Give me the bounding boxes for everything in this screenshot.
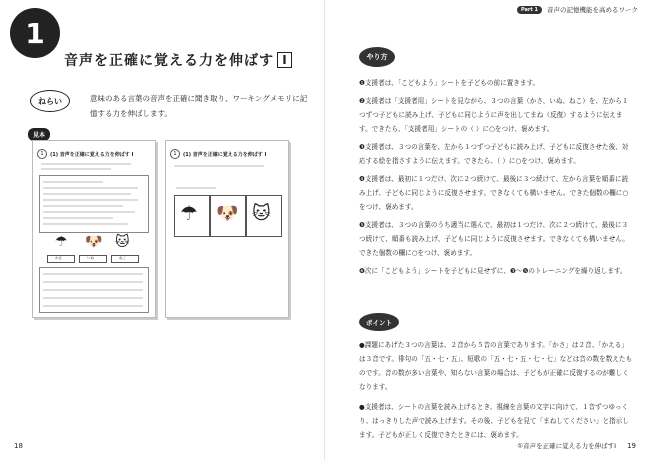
unit-title-row <box>64 50 292 70</box>
step-5: ❺支援者は、３つの言葉のうち適当に選んで、最初は１つだけ、次に２つ続けて、最後に３つ続けて、順番も読み上げ、子どもに同じように反復させます。できなくても構いません。できた個数の欄に○をつけ、褒めます。 <box>359 221 629 257</box>
title-roman-box: I <box>277 52 292 68</box>
mini-unit-number-b: 1 <box>170 149 180 159</box>
point-badge: ポイント <box>359 313 399 331</box>
sample-sheet-child <box>165 140 289 318</box>
aim-badge: ねらい <box>30 90 70 112</box>
section-header <box>517 5 638 14</box>
point-2: ●支援者は、シートの言葉を読み上げるとき、視線を言葉の文字に向けて、１音ずつゆっくり、はっきりした声で読み上げます。その後、子どもを見て「まねしてください」と指示します。子どもが正しく反復できたときには、褒めます。 <box>359 403 629 439</box>
part-badge: Part 1 <box>517 6 542 14</box>
step-3: ❸支援者は、３つの言葉を、左から１つずつ子どもに読み上げ、子どもに反復させた後、対応する絵を指さすように伝えます。できたら、（ ）に○をつけ、褒めます。 <box>359 143 629 165</box>
mini-answer-1: かさ <box>55 256 62 260</box>
sample-tag: 見本 <box>28 128 50 141</box>
aim-text: 意味のある言葉の音声を正確に聞き取り、ワーキングメモリに記憶する力を伸ばします。 <box>90 94 308 118</box>
page-number-right: 19 <box>627 442 636 450</box>
section-title: 音声の記憶機能を高めるワーク <box>547 6 638 14</box>
point-1: ●課題にあげた３つの言葉は、２音から５音の言葉であります。「かさ」は２音、「かえる」は３音です。俳句の「五・七・五」、短歌の「五・七・五・七・七」などは音の数を数えたものです。音の数が多い言葉や、知らない言葉の場合は、子どもが正確に反復するのが難しくなります。 <box>359 341 633 391</box>
howto-steps <box>359 76 634 282</box>
mini-answer-2: いぬ <box>87 256 94 260</box>
right-page <box>325 0 650 460</box>
page-title: 音声を正確に覚える力を伸ばす <box>64 53 274 69</box>
cat-icon: 🐱 <box>115 234 130 250</box>
mini-answer-3: ねこ <box>119 256 126 260</box>
cat-icon: 🐱 <box>252 203 271 224</box>
mini-title-a: (1) 音声を正確に覚える力を伸ばす I <box>50 152 134 158</box>
umbrella-icon: ☂ <box>180 201 198 225</box>
page-number-left: 18 <box>14 442 23 450</box>
dog-icon: 🐶 <box>85 234 103 250</box>
umbrella-icon: ☂ <box>55 234 68 250</box>
points-list <box>359 338 634 448</box>
mini-title-b: (1) 音声を正確に覚える力を伸ばす I <box>183 152 267 158</box>
running-title: ①音声を正確に覚える力を伸ばすⅠ <box>517 442 616 450</box>
sample-sheet-supporter <box>32 140 156 318</box>
step-4: ❹支援者は、最初に１つだけ、次に２つ続けて、最後に３つ続けて、左から言葉を順番に読み上げ、子どもに同じように反復させます。できなくても構いません。できた個数の欄に○をつけ、褒めます。 <box>359 175 629 211</box>
unit-number-badge: 1 <box>10 8 60 58</box>
step-1: ❶支援者は、「こどもよう」シートを子どもの前に置きます。 <box>359 79 540 87</box>
howto-badge: やり方 <box>359 47 395 67</box>
step-6: ❻次に「こどもよう」シートを子どもに見せずに、❸〜❺のトレーニングを繰り返します。 <box>359 267 627 275</box>
step-2: ❷支援者は「支援者用」シートを見ながら、３つの言葉（かさ、いぬ、ねこ）を、左から１つずつ子どもに読み上げ、子どもに同じように声を出してまね（反復）するように伝えます。できたら、「支援者用」シートの（ ）に○をつけ、褒めます。 <box>359 97 629 133</box>
mini-unit-number: 1 <box>37 149 47 159</box>
dog-icon: 🐶 <box>216 203 239 224</box>
